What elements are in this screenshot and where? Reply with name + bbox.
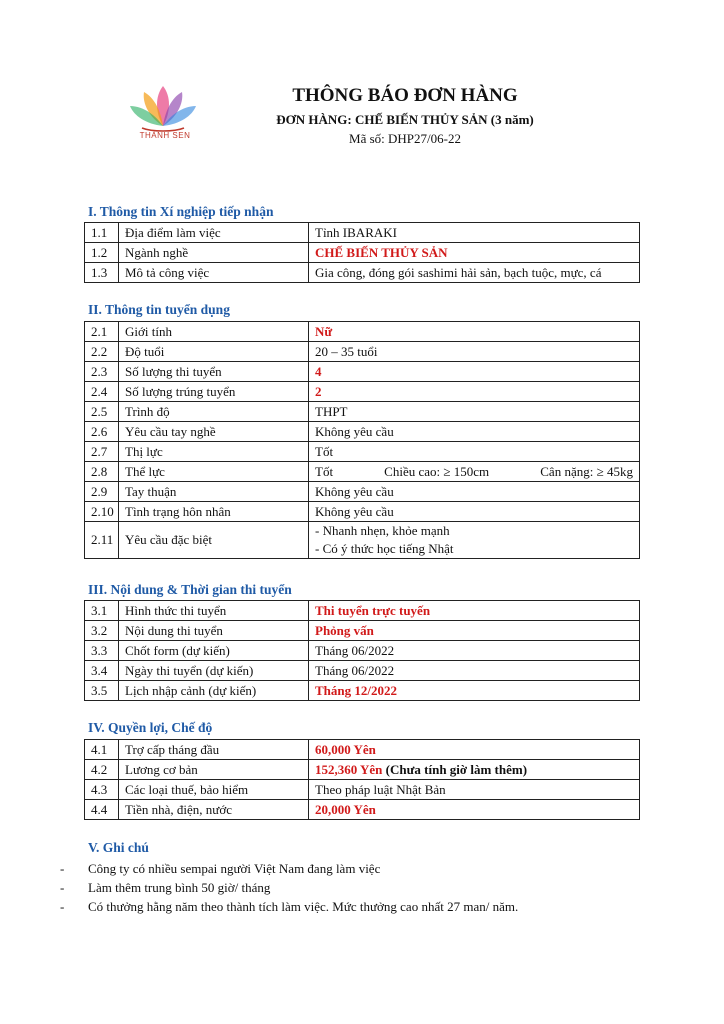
- row-value: THPT: [309, 402, 640, 422]
- table-row: [85, 780, 640, 800]
- row-value: Không yêu cầu: [309, 482, 640, 502]
- list-item: [60, 878, 660, 897]
- recruitment-info-table: [84, 321, 640, 559]
- row-label: Số lượng thi tuyển: [119, 362, 309, 382]
- salary-note: (Chưa tính giờ làm thêm): [385, 761, 528, 777]
- notes-list: [60, 859, 660, 916]
- table-row: [85, 681, 640, 701]
- physical-values: [315, 463, 633, 481]
- section-1-title: I. Thông tin Xí nghiệp tiếp nhận: [88, 204, 274, 219]
- list-item: [60, 859, 660, 878]
- weight-requirement: Cân nặng: ≥ 45kg: [540, 463, 633, 479]
- row-value: Không yêu cầu: [309, 502, 640, 522]
- row-label: Yêu cầu tay nghề: [119, 422, 309, 442]
- row-value: Theo pháp luật Nhật Bản: [309, 780, 640, 800]
- company-info-table: [84, 222, 640, 283]
- row-value: Thi tuyển trực tuyến: [309, 601, 640, 621]
- row-label: Độ tuổi: [119, 342, 309, 362]
- table-row: [85, 422, 640, 442]
- row-number: 4.4: [85, 800, 119, 820]
- row-label: Ngày thi tuyển (dự kiến): [119, 661, 309, 681]
- row-label: Trình độ: [119, 402, 309, 422]
- row-number: 2.11: [85, 522, 119, 559]
- row-number: 2.8: [85, 462, 119, 482]
- row-number: 2.1: [85, 322, 119, 342]
- row-label: Chốt form (dự kiến): [119, 641, 309, 661]
- row-value: Không yêu cầu: [309, 422, 640, 442]
- row-value: 2: [309, 382, 640, 402]
- row-label: Nội dung thi tuyển: [119, 621, 309, 641]
- table-row: [85, 342, 640, 362]
- row-value: Tháng 06/2022: [309, 641, 640, 661]
- section-4-title: IV. Quyền lợi, Chế độ: [88, 720, 213, 735]
- lotus-icon: [128, 82, 198, 134]
- row-number: 2.7: [85, 442, 119, 462]
- base-salary: 152,360 Yên: [315, 761, 383, 777]
- row-number: 3.4: [85, 661, 119, 681]
- row-value: Tỉnh IBARAKI: [309, 223, 640, 243]
- row-number: 1.1: [85, 223, 119, 243]
- row-number: 3.3: [85, 641, 119, 661]
- benefits-table: [84, 739, 640, 820]
- table-row: [85, 263, 640, 283]
- row-value: 60,000 Yên: [309, 740, 640, 760]
- table-row: [85, 661, 640, 681]
- table-row: [85, 243, 640, 263]
- table-row: [85, 382, 640, 402]
- document-title: THÔNG BÁO ĐƠN HÀNG: [292, 85, 518, 106]
- table-row: [85, 223, 640, 243]
- row-label: Tiền nhà, điện, nước: [119, 800, 309, 820]
- row-label: Yêu cầu đặc biệt: [119, 522, 309, 559]
- table-row: [85, 800, 640, 820]
- height-requirement: Chiều cao: ≥ 150cm: [384, 463, 490, 479]
- bullet-dash: -: [60, 880, 65, 895]
- table-row: [85, 362, 640, 382]
- row-number: 2.4: [85, 382, 119, 402]
- row-number: 1.3: [85, 263, 119, 283]
- row-label: Địa điểm làm việc: [119, 223, 309, 243]
- row-number: 4.3: [85, 780, 119, 800]
- special-requirement-2: - Có ý thức học tiếng Nhật: [315, 541, 454, 556]
- row-label: Thị lực: [119, 442, 309, 462]
- row-value: Gia công, đóng gói sashimi hải sản, bạch tuộc, mực, cá: [309, 263, 640, 283]
- exam-info-table: [84, 600, 640, 701]
- bullet-dash: -: [60, 861, 65, 876]
- table-row: [85, 402, 640, 422]
- document-header: [230, 84, 580, 148]
- order-code: Mã số: DHP27/06-22: [349, 131, 461, 146]
- table-row: [85, 740, 640, 760]
- special-requirement-1: - Nhanh nhẹn, khỏe mạnh: [315, 523, 450, 538]
- table-row: [85, 442, 640, 462]
- bullet-dash: -: [60, 899, 65, 914]
- table-row: [85, 641, 640, 661]
- row-label: Số lượng trúng tuyển: [119, 382, 309, 402]
- row-number: 4.2: [85, 760, 119, 780]
- row-label: Hình thức thi tuyển: [119, 601, 309, 621]
- row-label: Giới tính: [119, 322, 309, 342]
- row-value: 4: [309, 362, 640, 382]
- row-number: 2.5: [85, 402, 119, 422]
- row-label: Mô tả công việc: [119, 263, 309, 283]
- row-number: 2.3: [85, 362, 119, 382]
- row-label: Thể lực: [119, 462, 309, 482]
- row-value: 20 – 35 tuổi: [309, 342, 640, 362]
- section-5-title: V. Ghi chú: [88, 840, 149, 855]
- table-row: [85, 601, 640, 621]
- row-number: 4.1: [85, 740, 119, 760]
- note-text: Có thưởng hằng năm theo thành tích làm việc. Mức thưởng cao nhất 27 man/ năm.: [88, 899, 519, 914]
- row-number: 3.1: [85, 601, 119, 621]
- row-value: [309, 522, 640, 559]
- row-number: 3.2: [85, 621, 119, 641]
- logo-text: THÀNH SEN: [139, 131, 191, 140]
- row-number: 2.2: [85, 342, 119, 362]
- row-label: Trợ cấp tháng đầu: [119, 740, 309, 760]
- row-value: CHẾ BIẾN THỦY SẢN: [309, 243, 640, 263]
- table-row: [85, 760, 640, 780]
- list-item: [60, 897, 660, 916]
- section-2-title: II. Thông tin tuyển dụng: [88, 302, 230, 317]
- row-label: Các loại thuế, bảo hiểm: [119, 780, 309, 800]
- row-value: Nữ: [309, 322, 640, 342]
- row-value: [309, 462, 640, 482]
- table-row: [85, 462, 640, 482]
- table-row: [85, 621, 640, 641]
- row-label: Tình trạng hôn nhân: [119, 502, 309, 522]
- row-number: 3.5: [85, 681, 119, 701]
- table-row: [85, 322, 640, 342]
- row-value: [309, 760, 640, 780]
- physical-condition: Tốt: [315, 463, 334, 479]
- note-text: Làm thêm trung bình 50 giờ/ tháng: [88, 880, 271, 895]
- row-label: Lương cơ bản: [119, 760, 309, 780]
- row-number: 2.6: [85, 422, 119, 442]
- row-number: 2.9: [85, 482, 119, 502]
- row-label: Tay thuận: [119, 482, 309, 502]
- row-value: Tốt: [309, 442, 640, 462]
- row-number: 2.10: [85, 502, 119, 522]
- document-subtitle: ĐƠN HÀNG: CHẾ BIẾN THỦY SẢN (3 năm): [276, 112, 534, 127]
- note-text: Công ty có nhiều sempai người Việt Nam đang làm việc: [88, 861, 381, 876]
- row-value: Phỏng vấn: [309, 621, 640, 641]
- row-number: 1.2: [85, 243, 119, 263]
- row-value: Tháng 06/2022: [309, 661, 640, 681]
- row-value: 20,000 Yên: [309, 800, 640, 820]
- table-row: [85, 482, 640, 502]
- table-row: [85, 502, 640, 522]
- table-row: [85, 522, 640, 559]
- section-3-title: III. Nội dung & Thời gian thi tuyển: [88, 582, 292, 597]
- row-label: Lịch nhập cảnh (dự kiến): [119, 681, 309, 701]
- row-value: Tháng 12/2022: [309, 681, 640, 701]
- row-label: Ngành nghề: [119, 243, 309, 263]
